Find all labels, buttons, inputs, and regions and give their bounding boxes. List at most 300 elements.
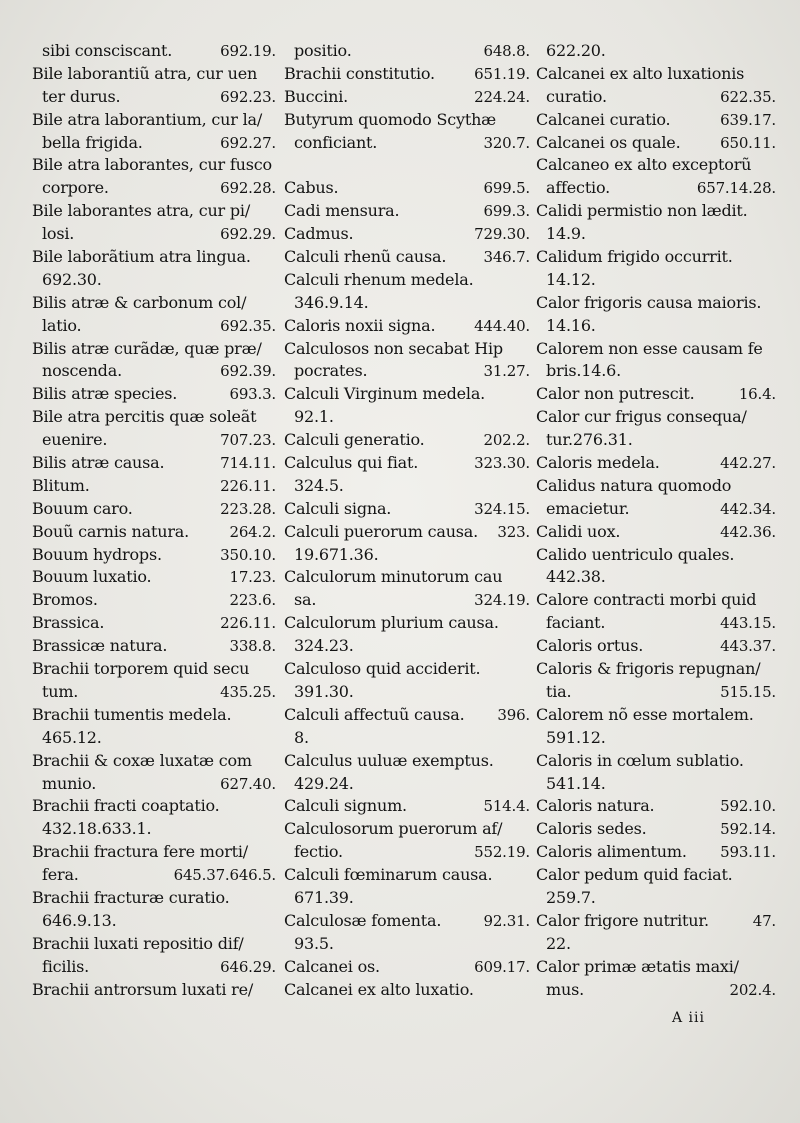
index-entry-line — [284, 86, 530, 109]
index-entry-line — [284, 521, 530, 544]
entry-reference: 514.4. — [483, 797, 530, 816]
entry-text: fectio. — [294, 842, 343, 862]
entry-reference — [526, 681, 530, 704]
index-entry-line — [32, 452, 276, 475]
entry-reference: 444.40. — [474, 316, 530, 335]
entry-reference — [772, 887, 776, 910]
entry-reference — [526, 383, 530, 406]
entry-reference — [526, 269, 530, 292]
entry-reference: 442.36. — [720, 522, 776, 541]
entry-reference — [772, 727, 776, 750]
index-entry-line — [536, 269, 776, 292]
entry-text: Cabus. — [284, 178, 339, 198]
index-entry-line — [536, 315, 776, 338]
index-entry-line — [32, 86, 276, 109]
index-entry-line — [536, 40, 776, 63]
entry-reference: 350.10. — [220, 545, 276, 564]
entry-text: 324.5. — [294, 475, 344, 495]
entry-text: Caloris medela. — [536, 453, 660, 473]
entry-reference: 714.11. — [220, 454, 276, 473]
index-entry-line — [536, 773, 776, 796]
entry-text: Bilis atræ & carbonum col/ — [32, 292, 247, 312]
index-entry-line — [32, 933, 276, 956]
entry-text: Calidus natura quomodo — [536, 475, 732, 495]
entry-text: Caloris ortus. — [536, 636, 644, 656]
entry-text: Bilis atræ causa. — [32, 453, 165, 473]
entry-reference — [526, 750, 530, 773]
entry-reference — [772, 269, 776, 292]
index-entry-line — [284, 910, 530, 933]
entry-reference — [272, 887, 276, 910]
entry-reference — [272, 200, 276, 223]
entry-reference — [772, 566, 776, 589]
entry-text: Brachii fractura fere morti/ — [32, 842, 248, 862]
index-entry-line — [536, 818, 776, 841]
index-entry-line — [536, 933, 776, 956]
signature-mark: A iii — [672, 1010, 705, 1026]
entry-reference: 338.8. — [229, 637, 276, 656]
index-entry-line — [284, 63, 530, 86]
entry-text: Calor non putrescit. — [536, 384, 695, 404]
index-entry-line — [284, 773, 530, 796]
index-entry-line — [536, 795, 776, 818]
entry-reference — [272, 338, 276, 361]
index-entry-line — [32, 200, 276, 223]
entry-reference — [272, 292, 276, 315]
index-entry-line — [32, 635, 276, 658]
index-entry-line — [284, 132, 530, 155]
entry-reference: 692.35. — [220, 316, 276, 335]
entry-reference — [772, 63, 776, 86]
entry-text: 259.7. — [546, 887, 596, 907]
entry-reference: 622.35. — [720, 87, 776, 106]
entry-text: Cadi mensura. — [284, 201, 400, 221]
entry-text: 429.24. — [294, 773, 354, 793]
entry-reference — [772, 200, 776, 223]
entry-text: mus. — [546, 979, 584, 999]
index-entry-line — [32, 177, 276, 200]
index-entry-line — [536, 429, 776, 452]
entry-reference — [772, 292, 776, 315]
entry-reference — [526, 933, 530, 956]
entry-reference: 202.4. — [729, 980, 776, 999]
index-entry-line — [536, 292, 776, 315]
index-entry-line — [32, 63, 276, 86]
index-entry-line — [32, 406, 276, 429]
entry-reference: 435.25. — [220, 682, 276, 701]
entry-text: affectio. — [546, 178, 610, 198]
index-entry-line — [536, 612, 776, 635]
entry-reference: 651.19. — [474, 64, 530, 83]
entry-text: Calculosorum puerorum af/ — [284, 819, 503, 839]
entry-reference: 699.3. — [483, 202, 530, 221]
entry-reference: 729.30. — [474, 225, 530, 244]
entry-text: Brachii fracturæ curatio. — [32, 887, 230, 907]
entry-text: euenire. — [42, 430, 108, 450]
entry-text: Calore contracti morbi quid — [536, 590, 757, 610]
entry-reference: 627.40. — [220, 774, 276, 793]
entry-text: Calculi affectuũ causa. — [284, 704, 465, 724]
index-entry-line — [32, 750, 276, 773]
entry-text: Bile atra laborantes, cur fusco — [32, 155, 272, 175]
entry-text: Brachii fracti coaptatio. — [32, 796, 220, 816]
entry-text: ficilis. — [42, 956, 90, 976]
entry-reference: 639.17. — [720, 110, 776, 129]
index-entry-line — [284, 750, 530, 773]
index-entry-line — [284, 795, 530, 818]
entry-reference — [526, 544, 530, 567]
entry-text: Calculosos non secabat Hip — [284, 338, 503, 358]
entry-text: emacietur. — [546, 498, 630, 518]
entry-text: faciant. — [546, 613, 606, 633]
entry-text: Bouum hydrops. — [32, 544, 162, 564]
entry-reference — [272, 910, 276, 933]
entry-text: 14.9. — [546, 224, 586, 244]
entry-text: Caloris natura. — [536, 796, 655, 816]
entry-text: Brachii constitutio. — [284, 63, 435, 83]
entry-reference — [272, 727, 276, 750]
entry-text: tum. — [42, 681, 79, 701]
index-entry-line — [32, 132, 276, 155]
entry-text: Brachii antrorsum luxati re/ — [32, 979, 254, 999]
entry-text: Calorem non esse causam fe — [536, 338, 763, 358]
index-entry-line — [284, 727, 530, 750]
entry-text: curatio. — [546, 86, 607, 106]
index-entry-line — [536, 177, 776, 200]
index-entry-line — [536, 200, 776, 223]
index-entry-line — [32, 727, 276, 750]
index-entry-line — [536, 750, 776, 773]
entry-text: Brachii & coxæ luxatæ com — [32, 750, 252, 770]
index-entry-line — [284, 635, 530, 658]
index-entry-line — [284, 40, 530, 63]
entry-reference — [526, 727, 530, 750]
entry-text: 22. — [546, 933, 571, 953]
index-column-3 — [536, 40, 776, 1001]
entry-reference — [272, 704, 276, 727]
entry-text: Bromos. — [32, 590, 98, 610]
entry-text: Cadmus. — [284, 224, 354, 244]
index-entry-line — [284, 154, 530, 177]
entry-reference: 17.23. — [229, 568, 276, 587]
index-entry-line — [32, 910, 276, 933]
index-entry-line — [32, 360, 276, 383]
entry-reference: 692.19. — [220, 42, 276, 60]
entry-text: Calcanei ex alto luxationis — [536, 63, 745, 83]
entry-reference — [772, 246, 776, 269]
entry-text: Calidi permistio non lædit. — [536, 201, 748, 221]
index-entry-line — [284, 452, 530, 475]
index-entry-line — [32, 338, 276, 361]
entry-text: Calcaneo ex alto exceptorũ — [536, 155, 752, 175]
entry-reference: 443.15. — [720, 614, 776, 633]
entry-reference — [772, 360, 776, 383]
entry-reference — [526, 109, 530, 132]
index-entry-line — [536, 475, 776, 498]
index-entry-line — [32, 864, 276, 887]
index-entry-line — [32, 383, 276, 406]
entry-reference — [272, 154, 276, 177]
entry-text: Calidi uox. — [536, 521, 621, 541]
entry-text: latio. — [42, 315, 82, 335]
index-entry-line — [536, 864, 776, 887]
entry-reference: 442.34. — [720, 499, 776, 518]
index-entry-line — [536, 246, 776, 269]
index-entry-line — [536, 498, 776, 521]
entry-reference: 223.6. — [229, 591, 276, 610]
entry-text: tur.276.31. — [546, 430, 633, 450]
index-entry-line — [32, 566, 276, 589]
entry-text: 692.30. — [42, 269, 102, 289]
entry-text: 391.30. — [294, 681, 354, 701]
entry-text: Brachii luxati repositio dif/ — [32, 933, 244, 953]
entry-text: Bile atra percitis quæ soleãt — [32, 407, 257, 427]
entry-text: 92.1. — [294, 407, 334, 427]
entry-text: Calculorum plurium causa. — [284, 613, 499, 633]
entry-text: bris.14.6. — [546, 361, 622, 381]
entry-text: munio. — [42, 773, 97, 793]
entry-reference — [526, 406, 530, 429]
entry-reference: 226.11. — [220, 476, 276, 495]
entry-text: Caloris sedes. — [536, 819, 647, 839]
index-entry-line — [32, 109, 276, 132]
entry-text: Brachii torporem quid secu — [32, 659, 250, 679]
index-entry-line — [284, 475, 530, 498]
entry-reference — [772, 338, 776, 361]
entry-reference: 324.15. — [474, 499, 530, 518]
index-entry-line — [32, 956, 276, 979]
entry-reference — [772, 750, 776, 773]
entry-text: 14.12. — [546, 269, 596, 289]
index-entry-line — [284, 704, 530, 727]
entry-text: 442.38. — [546, 567, 606, 587]
index-entry-line — [284, 360, 530, 383]
entry-text: Blitum. — [32, 475, 90, 495]
entry-reference: 645.37.646.5. — [173, 866, 276, 885]
index-entry-line — [536, 521, 776, 544]
entry-text: Calculi Virginum medela. — [284, 384, 486, 404]
entry-reference: 346.7. — [483, 248, 530, 267]
index-entry-line — [32, 589, 276, 612]
entry-text: Bile atra laborantium, cur la/ — [32, 109, 263, 129]
entry-reference: 443.37. — [720, 637, 776, 656]
index-entry-line — [536, 635, 776, 658]
index-entry-line — [284, 383, 530, 406]
entry-reference — [272, 933, 276, 956]
index-entry-line — [536, 452, 776, 475]
index-entry-line — [536, 727, 776, 750]
entry-text: Calculi rhenũ causa. — [284, 247, 447, 267]
index-entry-line — [32, 887, 276, 910]
entry-text: fera. — [42, 865, 79, 885]
entry-text: 465.12. — [42, 727, 102, 747]
entry-text: losi. — [42, 224, 75, 244]
entry-reference — [526, 635, 530, 658]
entry-text: noscenda. — [42, 361, 122, 381]
entry-reference — [272, 269, 276, 292]
entry-text: Calcanei os quale. — [536, 132, 681, 152]
entry-reference — [772, 864, 776, 887]
entry-reference: 226.11. — [220, 614, 276, 633]
entry-reference: 323. — [497, 522, 530, 541]
index-entry-line — [284, 979, 530, 1002]
entry-reference: 650.11. — [720, 133, 776, 152]
entry-text: conficiant. — [294, 132, 378, 152]
entry-reference: 202.2. — [483, 431, 530, 450]
entry-reference — [272, 658, 276, 681]
entry-reference: 646.29. — [220, 957, 276, 976]
index-entry-line — [536, 154, 776, 177]
entry-reference: 515.15. — [720, 682, 776, 701]
entry-reference — [272, 246, 276, 269]
entry-reference: 324.19. — [474, 591, 530, 610]
index-entry-line — [536, 681, 776, 704]
entry-reference: 609.17. — [474, 957, 530, 976]
entry-text: Caloris noxii signa. — [284, 315, 436, 335]
entry-text: 432.18.633.1. — [42, 819, 152, 839]
entry-text: Calculus qui fiat. — [284, 453, 419, 473]
index-entry-line — [32, 704, 276, 727]
entry-text: Bilis atræ species. — [32, 384, 178, 404]
entry-text: Calorem nõ esse mortalem. — [536, 704, 754, 724]
index-entry-line — [284, 658, 530, 681]
entry-reference — [526, 979, 530, 1002]
entry-text: Bile laborãtium atra lingua. — [32, 247, 251, 267]
entry-text: pocrates. — [294, 361, 368, 381]
entry-text: Calido uentriculo quales. — [536, 544, 735, 564]
entry-text: Caloris in cœlum sublatio. — [536, 750, 744, 770]
entry-text: Brassica. — [32, 613, 105, 633]
entry-reference — [272, 750, 276, 773]
entry-reference — [772, 544, 776, 567]
index-entry-line — [32, 841, 276, 864]
entry-reference — [272, 109, 276, 132]
entry-text: 14.16. — [546, 315, 596, 335]
entry-text: Calidum frigido occurrit. — [536, 247, 733, 267]
index-entry-line — [284, 315, 530, 338]
index-entry-line — [284, 177, 530, 200]
entry-reference — [526, 566, 530, 589]
entry-reference: 264.2. — [229, 522, 276, 541]
index-entry-line — [536, 338, 776, 361]
index-entry-line — [284, 956, 530, 979]
entry-text: Calculi signa. — [284, 498, 392, 518]
entry-reference: 657.14.28. — [696, 179, 776, 198]
index-entry-line — [536, 63, 776, 86]
entry-text: 591.12. — [546, 727, 606, 747]
entry-text: Buccini. — [284, 86, 349, 106]
entry-text: Calculi rhenum medela. — [284, 269, 474, 289]
entry-text: sibi consciscant. — [42, 41, 173, 60]
entry-text: Caloris alimentum. — [536, 842, 687, 862]
index-entry-line — [284, 864, 530, 887]
index-entry-line — [536, 887, 776, 910]
entry-text: Calcanei curatio. — [536, 109, 671, 129]
entry-reference — [772, 315, 776, 338]
index-entry-line — [284, 338, 530, 361]
entry-reference: 396. — [497, 705, 530, 724]
entry-text: Calculorum minutorum cau — [284, 567, 503, 587]
entry-reference: 224.24. — [474, 87, 530, 106]
entry-reference — [272, 979, 276, 1002]
index-entry-line — [32, 475, 276, 498]
entry-reference — [526, 475, 530, 498]
entry-text: Calculosæ fomenta. — [284, 910, 442, 930]
index-entry-line — [284, 612, 530, 635]
entry-reference: 693.3. — [229, 385, 276, 404]
entry-reference — [772, 658, 776, 681]
index-entry-line — [536, 566, 776, 589]
entry-text: Butyrum quomodo Scythæ — [284, 109, 497, 129]
index-column-1 — [32, 40, 276, 1001]
entry-reference — [526, 154, 530, 177]
entry-text: corpore. — [42, 178, 109, 198]
entry-reference: 592.14. — [720, 820, 776, 839]
entry-text: 8. — [294, 727, 309, 747]
entry-reference: 692.27. — [220, 133, 276, 152]
index-entry-line — [32, 681, 276, 704]
entry-reference — [272, 406, 276, 429]
index-entry-line — [284, 292, 530, 315]
index-entry-line — [284, 681, 530, 704]
entry-text: 671.39. — [294, 887, 354, 907]
entry-reference — [772, 406, 776, 429]
index-entry-line — [284, 933, 530, 956]
index-entry-line — [536, 956, 776, 979]
entry-reference: 92.31. — [483, 911, 530, 930]
index-entry-line — [32, 818, 276, 841]
index-entry-line — [284, 109, 530, 132]
index-entry-line — [536, 658, 776, 681]
index-entry-line — [536, 383, 776, 406]
entry-text: 646.9.13. — [42, 910, 117, 930]
index-entry-line — [536, 910, 776, 933]
entry-text: sa. — [294, 590, 317, 610]
entry-reference: 223.28. — [220, 499, 276, 518]
index-entry-line — [32, 315, 276, 338]
entry-reference — [526, 292, 530, 315]
entry-reference: 47. — [752, 911, 776, 930]
entry-reference: 593.11. — [720, 843, 776, 862]
entry-reference: 592.10. — [720, 797, 776, 816]
entry-reference — [772, 589, 776, 612]
entry-reference — [272, 795, 276, 818]
entry-reference — [772, 223, 776, 246]
index-column-2 — [284, 40, 530, 1001]
index-entry-line — [536, 406, 776, 429]
entry-reference: 648.8. — [483, 42, 530, 60]
entry-text: bella frigida. — [42, 132, 143, 152]
entry-reference: 699.5. — [483, 179, 530, 198]
entry-text: 324.23. — [294, 636, 354, 656]
index-entry-line — [32, 223, 276, 246]
index-entry-line — [32, 795, 276, 818]
entry-reference: 16.4. — [738, 385, 776, 404]
index-entry-line — [536, 841, 776, 864]
entry-reference — [772, 956, 776, 979]
index-entry-line — [284, 818, 530, 841]
entry-text: Bouum caro. — [32, 498, 133, 518]
entry-text: tia. — [546, 681, 572, 701]
entry-text: Calcanei os. — [284, 956, 380, 976]
entry-text: 346.9.14. — [294, 292, 369, 312]
entry-reference: 323.30. — [474, 454, 530, 473]
index-entry-line — [32, 154, 276, 177]
index-entry-line — [284, 200, 530, 223]
entry-reference: 692.29. — [220, 225, 276, 244]
entry-text: Brachii tumentis medela. — [32, 704, 232, 724]
index-entry-line — [32, 773, 276, 796]
